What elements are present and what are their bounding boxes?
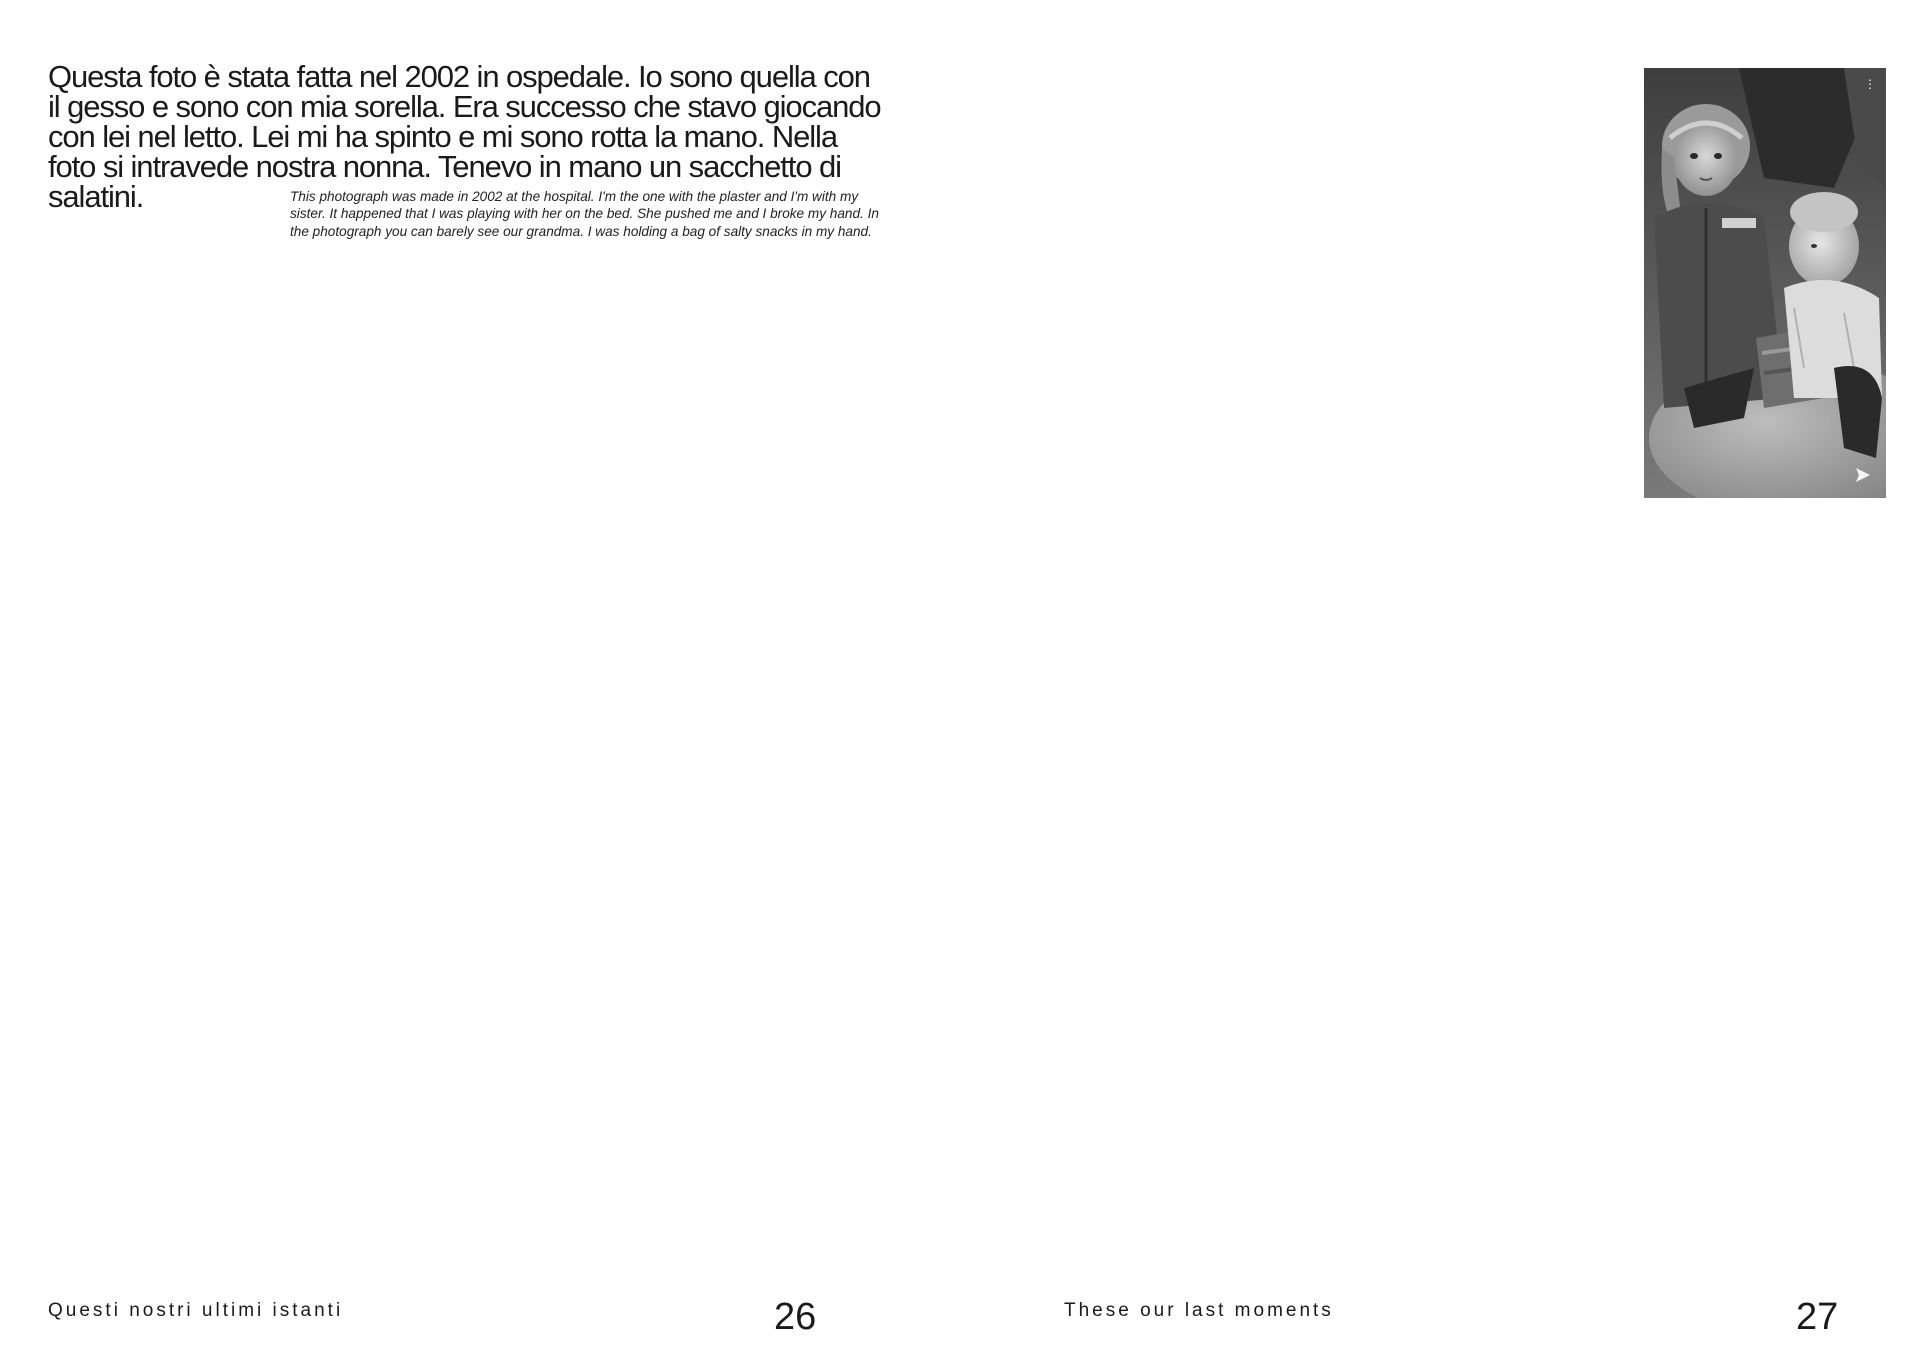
italian-caption: Questa foto è stata fatta nel 2002 in ospedale. Io sono quella con il gesso e sono con mia sorella. Era successo che stavo giocando con lei nel letto. Lei mi ha spinto e mi sono rotta la mano. Nella foto si intravede nostra nonna. Tenevo in mano un sacchetto di salatini.: [48, 59, 881, 214]
english-caption: This photograph was made in 2002 at the hospital. I'm the one with the plaster and I'm with my sister. It happened that I was playing with her on the bed. She pushed me and I broke my hand. In the photograph you can barely see our grandma. I was holding a bag of salty snacks in my hand.: [290, 189, 879, 239]
left-page-number: 26: [774, 1296, 817, 1338]
photo-illustration: [1644, 68, 1886, 498]
send-arrow-icon[interactable]: [1854, 466, 1872, 484]
more-vertical-icon[interactable]: ⋮: [1864, 77, 1876, 91]
right-page-number: 27: [1796, 1296, 1839, 1338]
photograph-two-sisters: [1644, 68, 1886, 498]
right-running-title: These our last moments: [1064, 1300, 1334, 1321]
left-running-title: Questi nostri ultimi istanti: [48, 1300, 344, 1321]
